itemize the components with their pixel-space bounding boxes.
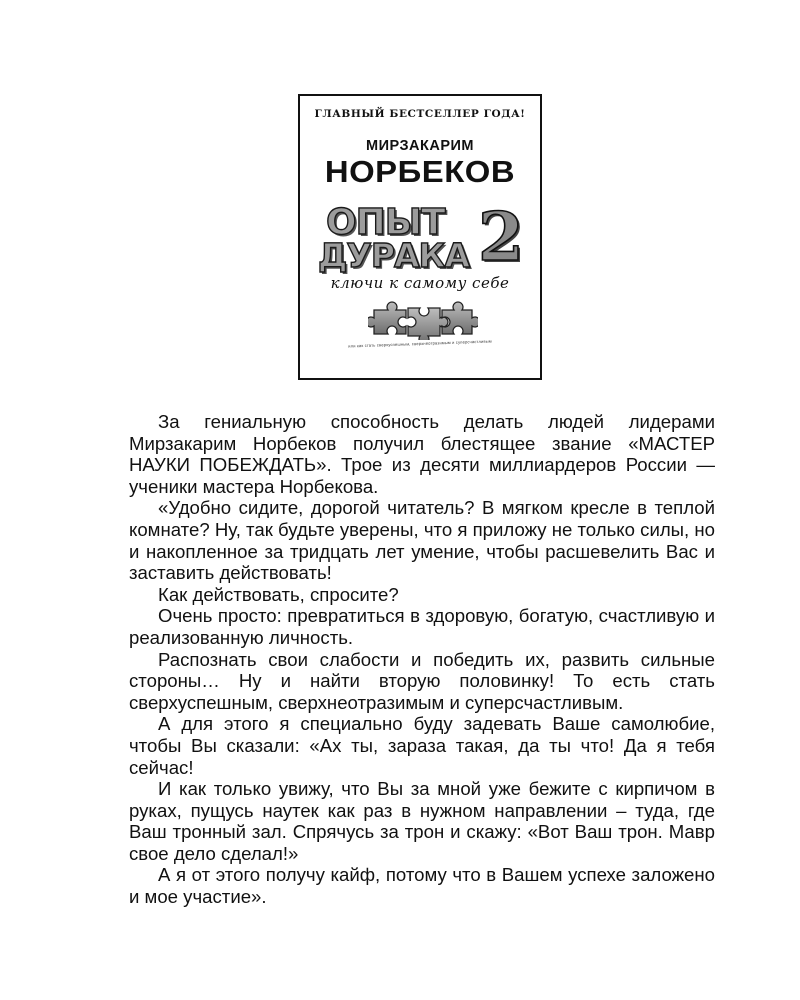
- cover-fineprint: или как стать сверхуспешным, сверхнеотразимым и суперсчастливым: [348, 338, 492, 349]
- cover-title-line-2: ДУРАКА: [318, 236, 470, 275]
- cover-tagline: ГЛАВНЫЙ БЕСТСЕЛЛЕР ГОДА!: [314, 108, 526, 120]
- book-cover: [298, 94, 542, 380]
- paragraph: А я от этого получу кайф, потому что в Вашем успехе заложено и мое участие».: [129, 864, 715, 908]
- cover-author-last-name: НОРБЕКОВ: [324, 154, 516, 189]
- book-description: [129, 411, 715, 908]
- cover-subtitle: ключи к самому себе: [330, 274, 510, 292]
- paragraph: И как только увижу, что Вы за мной уже бежите с кирпичом в руках, пущусь наутек как раз в нужном направлении – туда, где Ваш тронный зал. Спрячусь за трон и скажу: «Вот Ваш трон. Мавр свое дело сделал!»: [129, 778, 715, 864]
- cover-title-line-1: ОПЫТ: [326, 202, 445, 243]
- paragraph: Как действовать, спросите?: [158, 583, 399, 605]
- paragraph: За гениальную способность делать людей лидерами Мирзакарим Норбеков получил блестящее звание «МАСТЕР НАУКИ ПОБЕЖДАТЬ». Трое из десяти миллиардеров России — ученики мастера Норбекова.: [129, 411, 715, 497]
- paragraph: Очень просто: превратиться в здоровую, богатую, счастливую и реализованную личность.: [129, 605, 715, 648]
- paragraph: А для этого я специально буду задевать Ваше самолюбие, чтобы Вы сказали: «Ах ты, зараза такая, да ты что! Да я тебя сейчас!: [129, 713, 715, 778]
- paragraph: «Удобно сидите, дорогой читатель? В мягком кресле в теплой комнате? Ну, так будьте уверены, что я приложу не только силы, но и накопленное за тридцать лет умение, чтобы расшевелить Вас и заставить действовать!: [129, 497, 715, 584]
- cover-author-first-name: МИРЗАКАРИМ: [365, 138, 475, 154]
- cover-title-number: 2: [478, 198, 524, 276]
- paragraph: Распознать свои слабости и победить их, развить сильные стороны… Ну и найти вторую половинку! То есть стать сверхуспешным, сверхнеотразимым и суперсчастливым.: [129, 648, 715, 713]
- puzzle-pieces-icon: [368, 300, 478, 340]
- cover-title: [318, 198, 528, 276]
